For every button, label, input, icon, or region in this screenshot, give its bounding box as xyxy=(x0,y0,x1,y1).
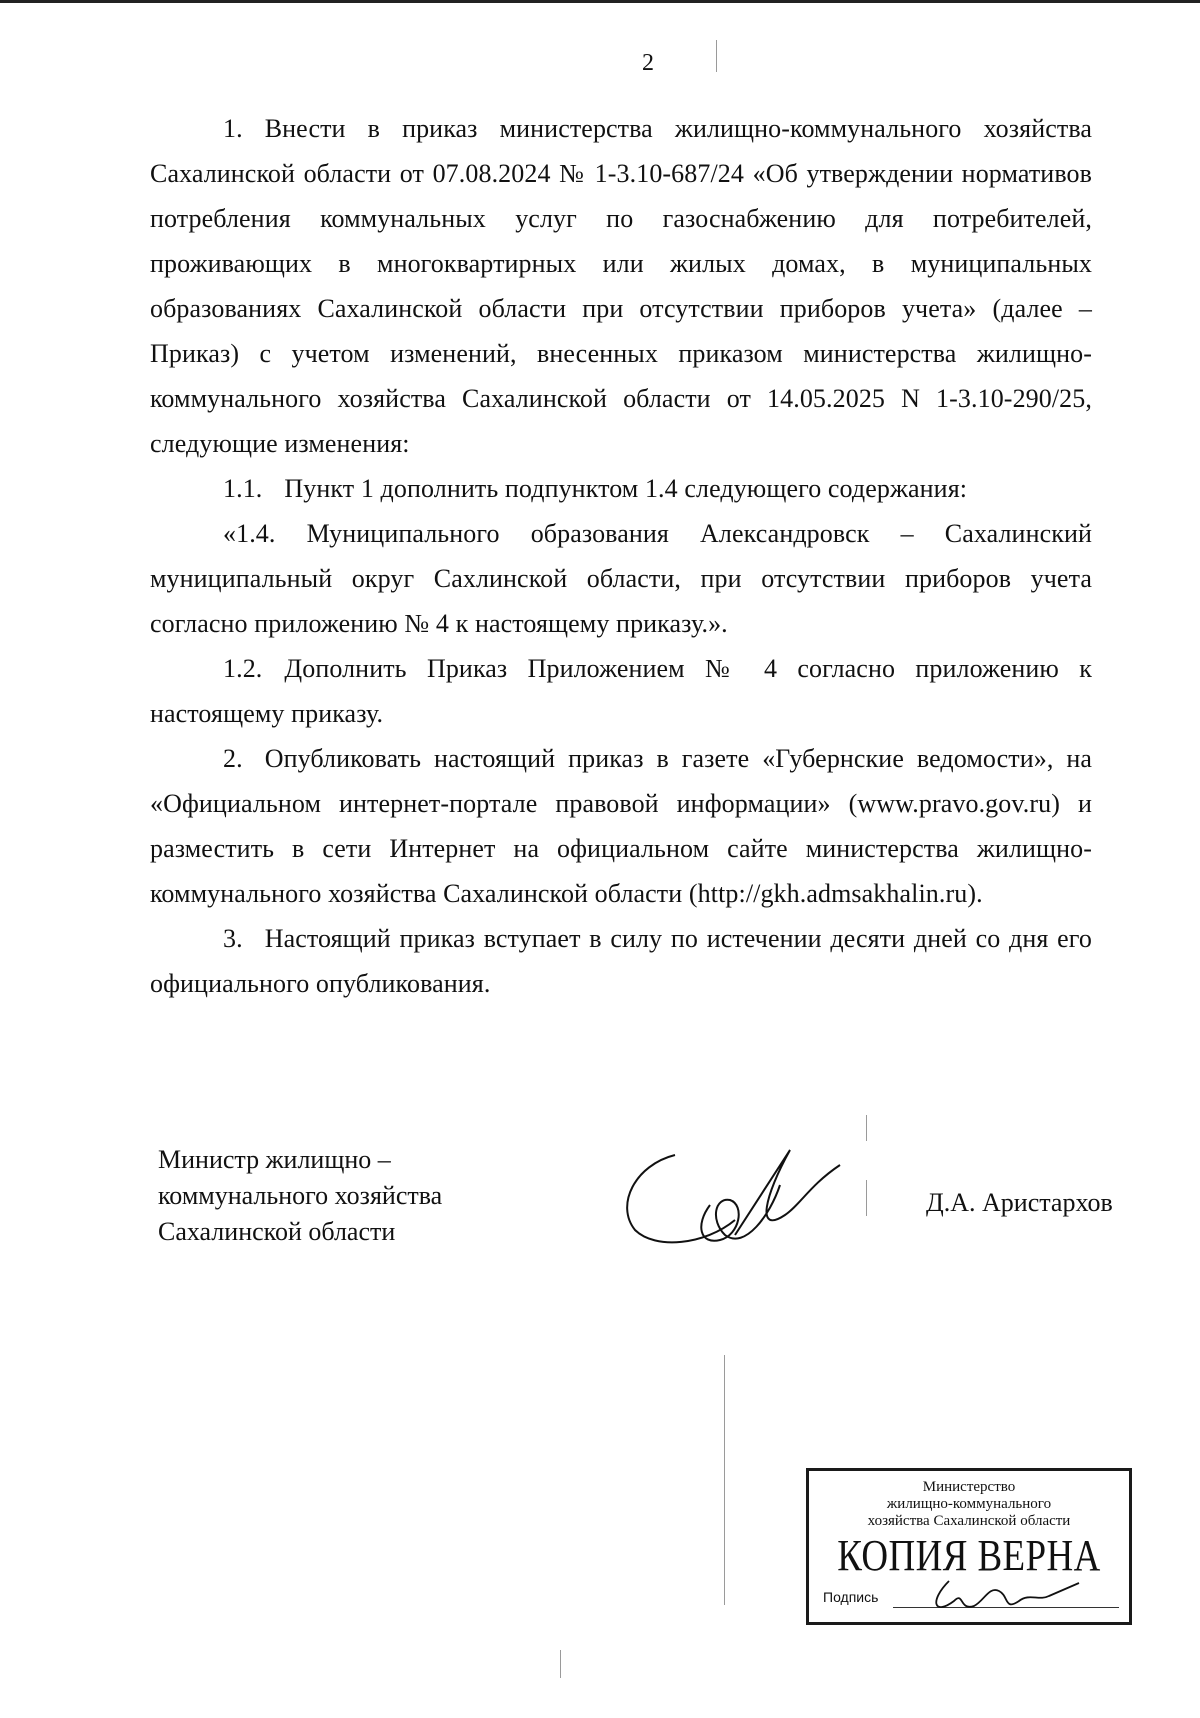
paragraph-text: «1.4. Муниципального образования Александровск – Сахалинский муниципальный округ Сахлинской области, при отсутствии приборов учета согласно приложению № 4 к настоящему приказу.». xyxy=(150,519,1092,638)
signer-position-line: коммунального хозяйства xyxy=(158,1181,443,1210)
page-number: 2 xyxy=(642,50,654,76)
paragraph-text: Дополнить Приказ Приложением № 4 согласно приложению к настоящему приказу. xyxy=(150,654,1092,728)
stamp-signature-label: Подпись xyxy=(823,1589,879,1605)
paragraph-1-1 xyxy=(150,466,1092,511)
signer-name: Д.А. Аристархов xyxy=(926,1188,1113,1217)
paragraph-number: 3. xyxy=(223,924,243,953)
page-top-border xyxy=(0,0,1200,3)
paragraph-text: Внести в приказ министерства жилищно-коммунального хозяйства Сахалинской области от 07.08.2024 № 1-3.10-687/24 «Об утверждении нормативов потребления коммунальных услуг по газоснабжению для потребителей, проживающих в многоквартирных или жилых домах, в муниципальных образованиях Сахалинской области при отсутствии приборов учета» (далее – Приказ) с учетом изменений, внесенных приказом министерства жилищно-коммунального хозяйства Сахалинской области от 14.05.2025 N 1-3.10-290/25, следующие изменения: xyxy=(150,114,1092,458)
signer-position xyxy=(158,1142,442,1250)
paragraph-1-2 xyxy=(150,646,1092,736)
signer-position-line: Министр жилищно – xyxy=(158,1145,391,1174)
paragraph-text: Настоящий приказ вступает в силу по истечении десяти дней со дня его официального опубликования. xyxy=(150,924,1092,998)
stamp-handwritten-signature xyxy=(919,1571,1109,1621)
handwritten-signature xyxy=(615,1125,855,1275)
stamp-ministry-line: хозяйства Сахалинской области xyxy=(867,1513,1071,1529)
stamp-ministry-line: жилищно-коммунального xyxy=(886,1496,1052,1512)
scan-artifact xyxy=(560,1650,561,1678)
paragraph-text: Пункт 1 дополнить подпунктом 1.4 следующего содержания: xyxy=(284,474,968,503)
paragraph-1 xyxy=(150,106,1092,466)
paragraph-text: Опубликовать настоящий приказ в газете «Губернские ведомости», на «Официальном интернет-портале правовой информации» (www.pravo.gov.ru) и разместить в сети Интернет на официальном сайте министерства жилищно-коммунального хозяйства Сахалинской области (http://gkh.admsakhalin.ru). xyxy=(150,744,1092,908)
paragraph-3 xyxy=(150,916,1092,1006)
paragraph-number: 2. xyxy=(223,744,243,773)
paragraph-2 xyxy=(150,736,1092,916)
scan-artifact xyxy=(866,1180,867,1216)
stamp-copy-verified-text: КОПИЯ ВЕРНА xyxy=(837,1531,1101,1580)
stamp-ministry-line: Министерство xyxy=(922,1479,1016,1495)
signer-position-line: Сахалинской области xyxy=(158,1217,396,1246)
paragraph-number: 1. xyxy=(223,114,243,143)
paragraph-number: 1.1. xyxy=(223,474,263,503)
certified-copy-stamp xyxy=(806,1468,1132,1625)
paragraph-1-4-quote xyxy=(150,511,1092,646)
scan-artifact xyxy=(866,1115,867,1141)
paragraph-number: 1.2. xyxy=(223,654,263,683)
document-body xyxy=(150,106,1092,1006)
scan-artifact xyxy=(724,1355,725,1605)
scan-artifact xyxy=(716,40,717,72)
